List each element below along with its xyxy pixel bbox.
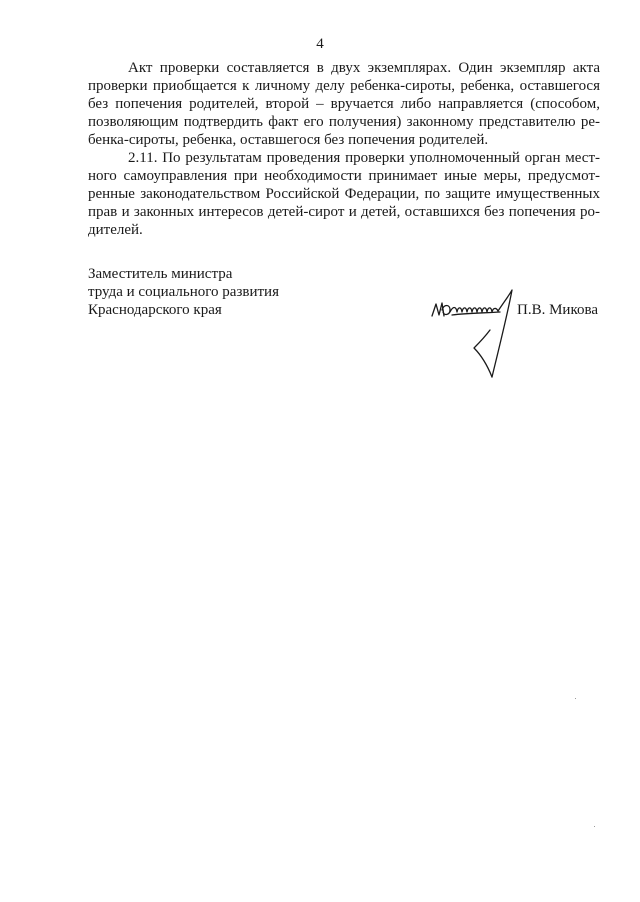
paragraph-line: ного самоуправления при необходимости принимает иные меры, предусмот- [88,168,600,184]
paragraph-line: позволяющим подтвердить факт его получения) законному представителю ре- [88,114,600,130]
paragraph-line: 2.11. По результатам проведения проверки уполномоченный орган мест- [128,150,600,166]
paragraph-line: прав и законных интересов детей-сирот и детей, оставшихся без попечения ро- [88,204,600,220]
paragraph-line: проверки приобщается к личному делу ребенка-сироты, ребенка, оставшегося [88,78,600,94]
paragraph-line: дителей. [88,222,143,238]
paragraph-line: бенка-сироты, ребенка, оставшегося без попечения родителей. [88,132,489,148]
signer-title-line: Заместитель министра [88,266,233,282]
page-number: 4 [316,36,324,52]
signer-name: П.В. Микова [517,302,599,318]
scan-speck [575,698,576,699]
signer-title-line: труда и социального развития [88,284,279,300]
paragraph-line: Акт проверки составляется в двух экземплярах. Один экземпляр акта [128,60,600,76]
scan-speck [594,826,595,827]
paragraph-line: ренные законодательством Российской Федерации, по защите имущественных [88,186,600,202]
handwritten-signature [428,282,520,382]
signer-title-line: Краснодарского края [88,302,222,318]
paragraph-line: без попечения родителей, второй – вручается либо направляется (способом, [88,96,600,112]
